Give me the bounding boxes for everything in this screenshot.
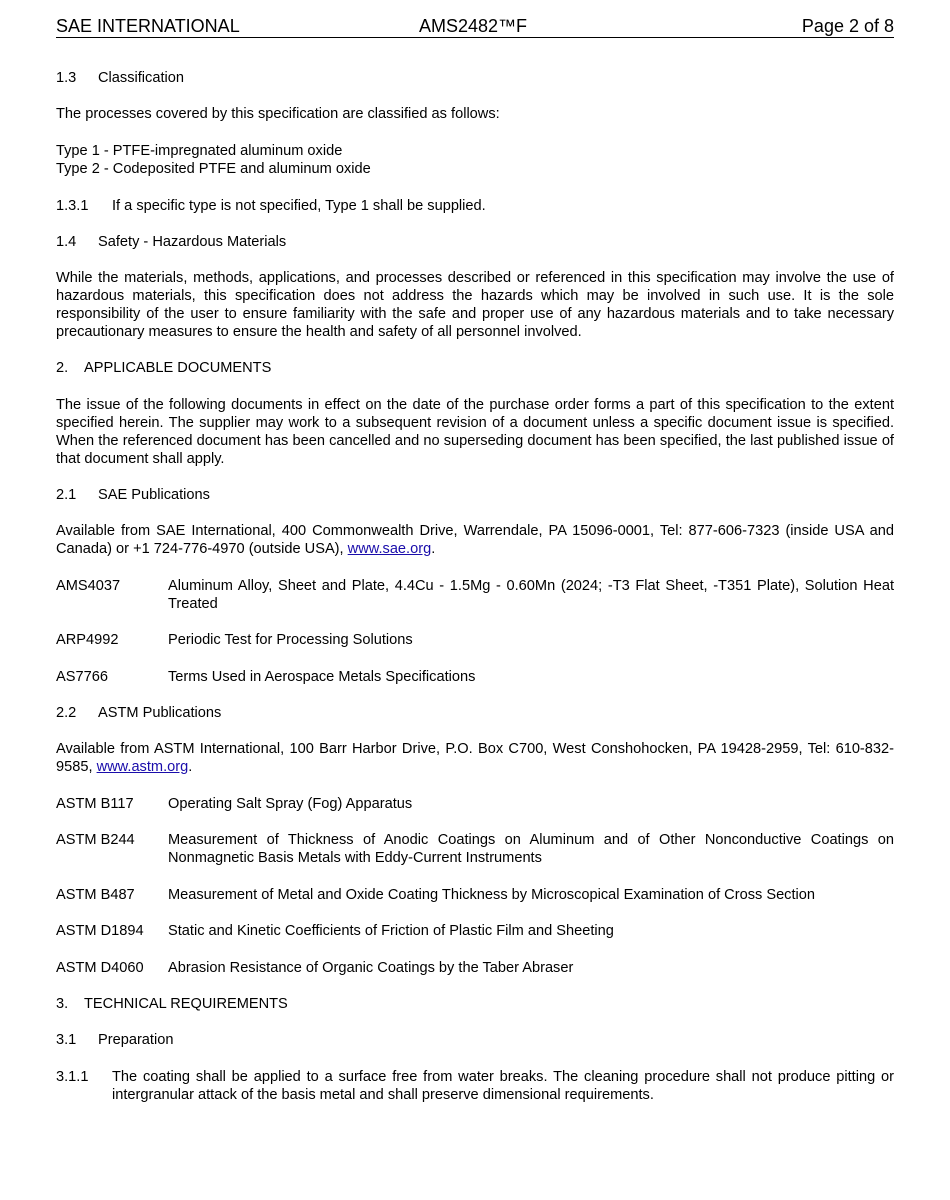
section-text: If a specific type is not specified, Type 1 shall be supplied. <box>112 198 486 214</box>
section-3-heading <box>56 995 894 1013</box>
sae-availability-paragraph: Available from SAE International, 400 Commonwealth Drive, Warrendale, PA 15096-0001, Tel: 877-606-7323 (inside USA and Canada) or +1 724-776-4970 (outside USA), www.sae.org. <box>56 523 894 557</box>
sae-website-link[interactable]: www.sae.org <box>347 541 432 557</box>
reference-code: ASTM D4060 <box>56 960 144 976</box>
section-number: 2.1 <box>56 487 77 503</box>
section-3-1-heading <box>56 1031 894 1049</box>
header-doc-id: AMS2482™F <box>419 16 528 36</box>
astm-website-link[interactable]: www.astm.org <box>96 759 189 775</box>
section-2-2-heading <box>56 704 894 722</box>
safety-paragraph: While the materials, methods, applications, and processes described or referenced in this specification may involve the use of hazardous materials, this specification does not address the hazards which may be involved in such use. It is the sole responsibility of the user to ensure familiarity with the safe and proper use of any hazardous materials and to take necessary precautionary measures to ensure the health and safety of all personnel involved. <box>56 270 894 340</box>
section-title: APPLICABLE DOCUMENTS <box>84 360 272 376</box>
reference-description: Terms Used in Aerospace Metals Specifications <box>168 669 476 685</box>
section-number: 1.4 <box>56 234 77 250</box>
astm-availability-paragraph: Available from ASTM International, 100 Barr Harbor Drive, P.O. Box C700, West Conshohocken, PA 19428-2959, Tel: 610-832-9585, www.astm.org. <box>56 741 894 775</box>
applicable-documents-paragraph: The issue of the following documents in effect on the date of the purchase order forms a part of this specification to the extent specified herein. The supplier may work to a subsequent revision of a document unless a specific document issue is specified. When the referenced document has been cancelled and no superseding document has been specified, the last published issue of that document shall apply. <box>56 397 894 467</box>
section-text: The coating shall be applied to a surface free from water breaks. The cleaning procedure shall not produce pitting or intergranular attack of the basis metal and shall preserve dimensional requirements. <box>112 1069 894 1103</box>
classification-intro: The processes covered by this specification are classified as follows: <box>56 106 500 122</box>
page-header <box>56 15 894 38</box>
section-title: ASTM Publications <box>98 705 222 721</box>
reference-code: ASTM D1894 <box>56 923 144 939</box>
sae-availability-text: Available from SAE International, 400 Commonwealth Drive, Warrendale, PA 15096-0001, Tel: 877-606-7323 (inside USA and Canada) or +1 724-776-4970 (outside USA), <box>56 523 894 557</box>
section-title: Preparation <box>98 1032 174 1048</box>
section-number: 3.1 <box>56 1032 77 1048</box>
reference-description: Aluminum Alloy, Sheet and Plate, 4.4Cu - 1.5Mg - 0.60Mn (2024; -T3 Flat Sheet, -T351 Plate), Solution Heat Treated <box>168 578 894 612</box>
section-number: 3.1.1 <box>56 1069 89 1085</box>
reference-code: ARP4992 <box>56 632 119 648</box>
reference-code: AMS4037 <box>56 578 121 594</box>
section-number: 3. <box>56 996 69 1012</box>
section-number: 2. <box>56 360 69 376</box>
section-number: 2.2 <box>56 705 77 721</box>
astm-availability-text: Available from ASTM International, 100 Barr Harbor Drive, P.O. Box C700, West Conshohocken, PA 19428-2959, Tel: 610-832-9585, <box>56 741 894 775</box>
section-1-4-heading <box>56 233 894 251</box>
header-page-number: Page 2 of 8 <box>801 16 894 36</box>
section-1-3-1 <box>56 197 894 215</box>
type-1-item: Type 1 - PTFE-impregnated aluminum oxide <box>56 143 343 159</box>
reference-description: Measurement of Thickness of Anodic Coatings on Aluminum and of Other Nonconductive Coatings on Nonmagnetic Basis Metals with Eddy-Current Instruments <box>168 832 894 866</box>
reference-code: AS7766 <box>56 669 108 685</box>
header-org: SAE INTERNATIONAL <box>56 16 240 36</box>
reference-code: ASTM B244 <box>56 832 135 848</box>
reference-description: Static and Kinetic Coefficients of Friction of Plastic Film and Sheeting <box>168 923 614 939</box>
reference-code: ASTM B117 <box>56 796 134 812</box>
reference-description: Periodic Test for Processing Solutions <box>168 632 413 648</box>
reference-description: Operating Salt Spray (Fog) Apparatus <box>168 796 413 812</box>
section-title: TECHNICAL REQUIREMENTS <box>84 996 288 1012</box>
section-2-heading <box>56 359 894 377</box>
reference-description: Abrasion Resistance of Organic Coatings by the Taber Abraser <box>168 960 574 976</box>
section-title: Safety - Hazardous Materials <box>98 234 287 250</box>
section-title: SAE Publications <box>98 487 210 503</box>
section-number: 1.3 <box>56 70 77 86</box>
reference-code: ASTM B487 <box>56 887 135 903</box>
section-1-3-heading <box>56 69 894 87</box>
type-2-item: Type 2 - Codeposited PTFE and aluminum oxide <box>56 161 371 177</box>
reference-description: Measurement of Metal and Oxide Coating Thickness by Microscopical Examination of Cross Section <box>168 887 816 903</box>
section-number: 1.3.1 <box>56 198 89 214</box>
section-2-1-heading <box>56 486 894 504</box>
section-title: Classification <box>98 70 184 86</box>
